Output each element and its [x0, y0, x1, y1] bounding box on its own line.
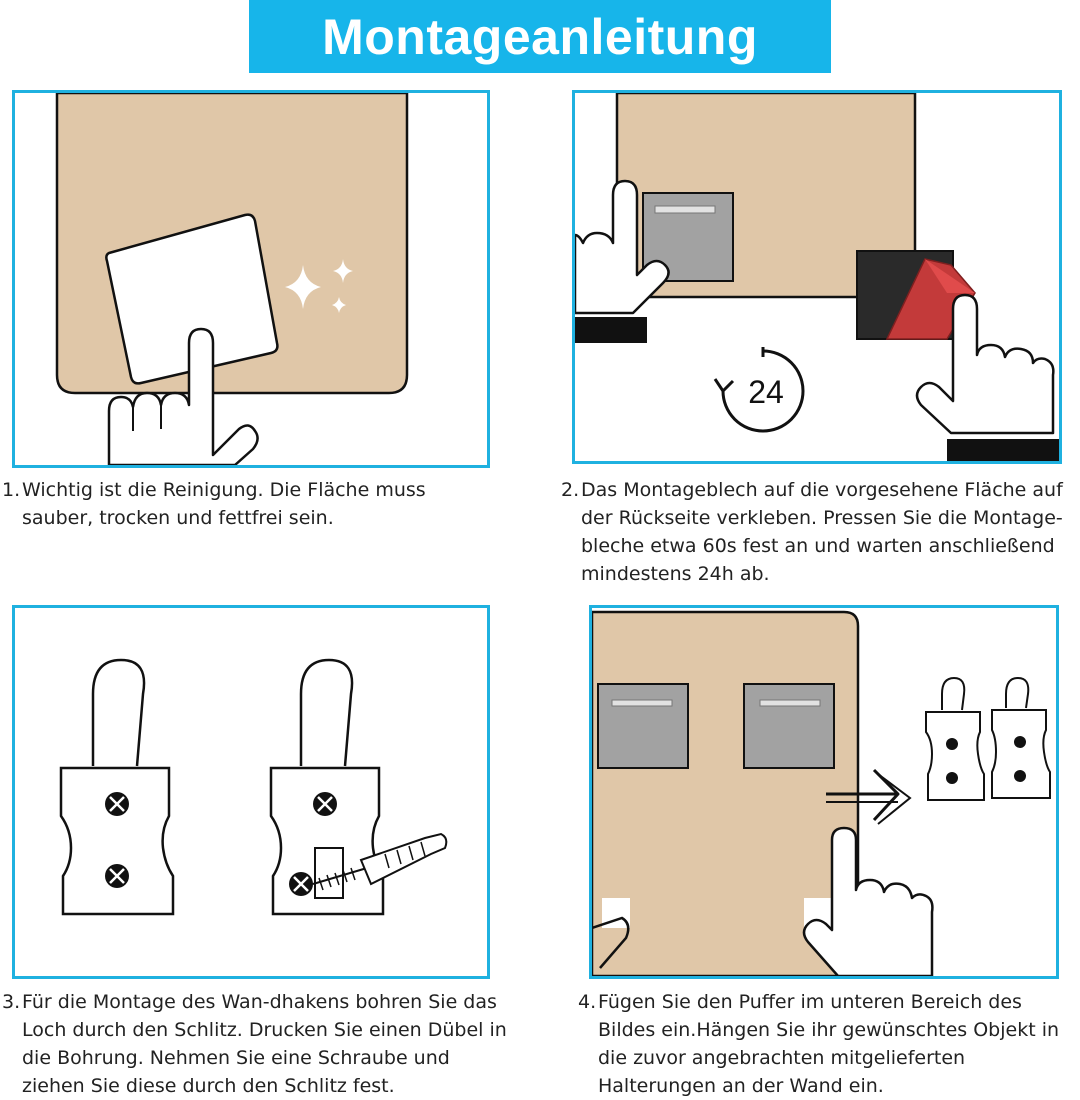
step-text: Wichtig ist die Reinigung. Die Fläche muss sauber, trocken und fettfrei sein. — [22, 479, 426, 529]
step-1-caption — [2, 476, 502, 532]
wall-hook-icon — [271, 660, 383, 914]
step-2-illustration — [572, 90, 1062, 464]
step-3-caption — [2, 988, 512, 1100]
step-number: 3. — [2, 991, 21, 1013]
title-banner — [249, 0, 831, 73]
wall-hook-icon — [61, 660, 173, 914]
wall-hook-icon — [926, 678, 984, 800]
page-title: Montageanleitung — [322, 8, 758, 65]
step-3-illustration — [12, 605, 490, 979]
timer-24h-icon — [715, 347, 803, 431]
mounting-plate — [598, 684, 688, 768]
step-text: Das Montageblech auf die vorgesehene Fläche auf der Rückseite verkleben. Pressen Sie die Montage-bleche etwa 60s fest an und warten anschließend mindestens 24h ab. — [581, 479, 1063, 585]
screw-icon — [105, 792, 129, 816]
step-number: 2. — [561, 479, 580, 501]
step-number: 4. — [578, 991, 597, 1013]
timer-label: 24 — [748, 374, 784, 410]
mounting-plate — [744, 684, 834, 768]
screw-icon — [313, 792, 337, 816]
screw-icon — [105, 864, 129, 888]
screw-icon — [289, 872, 313, 896]
step-4-caption — [578, 988, 1078, 1100]
step-text: Für die Montage des Wan-dhakens bohren Sie das Loch durch den Schlitz. Drucken Sie einen Dübel in die Bohrung. Nehmen Sie eine Schraube und ziehen Sie diese durch den Schlitz fest. — [22, 991, 507, 1097]
step-1-illustration — [12, 90, 490, 468]
step-4-illustration — [589, 605, 1059, 979]
step-text: Fügen Sie den Puffer im unteren Bereich des Bildes ein.Hängen Sie ihr gewünschtes Objekt in die zuvor angebrachten mitgelieferten Halterungen an der Wand ein. — [598, 991, 1060, 1097]
step-number: 1. — [2, 479, 21, 501]
step-2-caption — [561, 476, 1071, 588]
wall-hook-icon — [992, 678, 1050, 798]
